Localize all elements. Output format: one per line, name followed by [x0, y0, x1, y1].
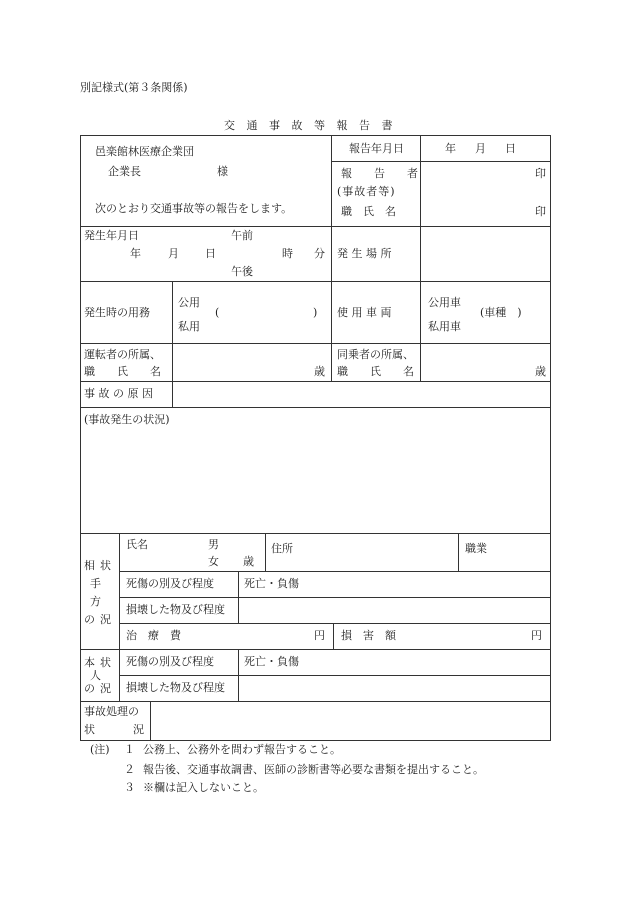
form-label: 別記様式(第３条関係): [80, 81, 188, 94]
driver-label: 運転者の所属、: [84, 348, 161, 361]
statement: 次のとおり交通事故等の報告をします。: [95, 202, 293, 215]
situation-label: (事故発生の状況): [84, 413, 170, 426]
self-injury-label: 死傷の別及び程度: [126, 655, 214, 668]
self-side-4: 状: [100, 656, 111, 669]
reporter-label: 報 告 者: [341, 167, 418, 180]
opponent-side-6: 況: [100, 613, 111, 626]
private-option: 私用: [178, 320, 200, 333]
passenger-name-label: 職 氏 名: [337, 365, 414, 378]
am-label: 午前: [231, 229, 253, 242]
occ-year: 年: [130, 247, 141, 260]
opponent-side-5: 状: [100, 559, 111, 572]
treatment-label: 治 療 費: [126, 629, 181, 642]
seal-mark: 印: [535, 167, 546, 180]
purpose-label: 発生時の用務: [84, 306, 150, 319]
self-side-5: 況: [100, 682, 111, 695]
recipient: 企業長: [108, 165, 141, 178]
opponent-age: 歳: [243, 555, 254, 568]
self-side-1: 本: [84, 656, 95, 669]
male-label: 男: [208, 538, 219, 551]
report-date-day: 日: [505, 142, 516, 155]
opponent-injury-label: 死傷の別及び程度: [126, 577, 214, 590]
self-side-2: 人: [90, 669, 101, 682]
car-type: (車種 ): [480, 306, 522, 319]
reporter-sub: (事故者等): [337, 185, 396, 198]
treatment-yen: 円: [314, 629, 325, 642]
self-damage-label: 損壊した物及び程度: [126, 681, 225, 694]
report-date-year: 年: [445, 142, 456, 155]
occ-month: 月: [168, 247, 179, 260]
note-text: 報告後、交通事故調書、医師の診断書等必要な書類を提出すること。: [143, 763, 484, 776]
opponent-side-4: の: [84, 613, 95, 626]
vehicle-label: 使 用 車 両: [337, 306, 392, 319]
note-text: ※欄は記入しないこと。: [143, 781, 264, 794]
note-num: ２: [124, 763, 135, 776]
damages-label: 損 害 額: [341, 629, 396, 642]
occ-hour: 時: [282, 247, 293, 260]
opponent-side-2: 手: [90, 577, 101, 590]
handling-label-b: 況: [133, 723, 144, 736]
self-injury-value: 死亡・負傷: [244, 655, 299, 668]
report-date-month: 月: [475, 142, 486, 155]
sama: 様: [217, 165, 228, 178]
reporter-name-label: 職 氏 名: [341, 205, 396, 218]
org-name: 邑楽館林医療企業団: [95, 145, 194, 158]
note-num: ３: [124, 781, 135, 794]
notes-prefix: (注): [90, 743, 110, 756]
handling-label: 事故処理の: [84, 705, 139, 718]
driver-name-label: 職 氏 名: [84, 365, 161, 378]
note-num: １: [124, 743, 135, 756]
seal-mark-2: 印: [535, 205, 546, 218]
self-side-3: の: [84, 682, 95, 695]
occupation-label: 職業: [465, 542, 487, 555]
female-label: 女: [208, 555, 219, 568]
address-label: 住所: [271, 542, 293, 555]
place-label: 発 生 場 所: [337, 247, 392, 260]
report-date-label: 報告年月日: [349, 142, 404, 155]
damages-yen: 円: [531, 629, 542, 642]
paren-open: (: [215, 306, 220, 319]
opponent-damage-label: 損壊した物及び程度: [126, 603, 225, 616]
note-text: 公務上、公務外を問わず報告すること。: [143, 743, 341, 756]
passenger-age: 歳: [535, 365, 546, 378]
private-car: 私用車: [428, 320, 461, 333]
official-car: 公用車: [428, 296, 461, 309]
public-option: 公用: [178, 296, 200, 309]
opponent-side-1: 相: [84, 559, 95, 572]
pm-label: 午後: [231, 265, 253, 278]
paren-close: ): [313, 306, 318, 319]
occ-minute: 分: [314, 247, 325, 260]
opponent-injury-value: 死亡・負傷: [244, 577, 299, 590]
occurrence-label: 発生年月日: [84, 229, 139, 242]
cause-label: 事 故 の 原 因: [84, 387, 153, 400]
driver-age: 歳: [314, 365, 325, 378]
occ-day: 日: [205, 247, 216, 260]
opponent-name-label: 氏名: [126, 538, 148, 551]
form-title: 交 通 事 故 等 報 告 書: [224, 119, 397, 132]
passenger-label: 同乗者の所属、: [337, 348, 414, 361]
opponent-side-3: 方: [90, 595, 101, 608]
handling-label-a: 状: [84, 723, 95, 736]
